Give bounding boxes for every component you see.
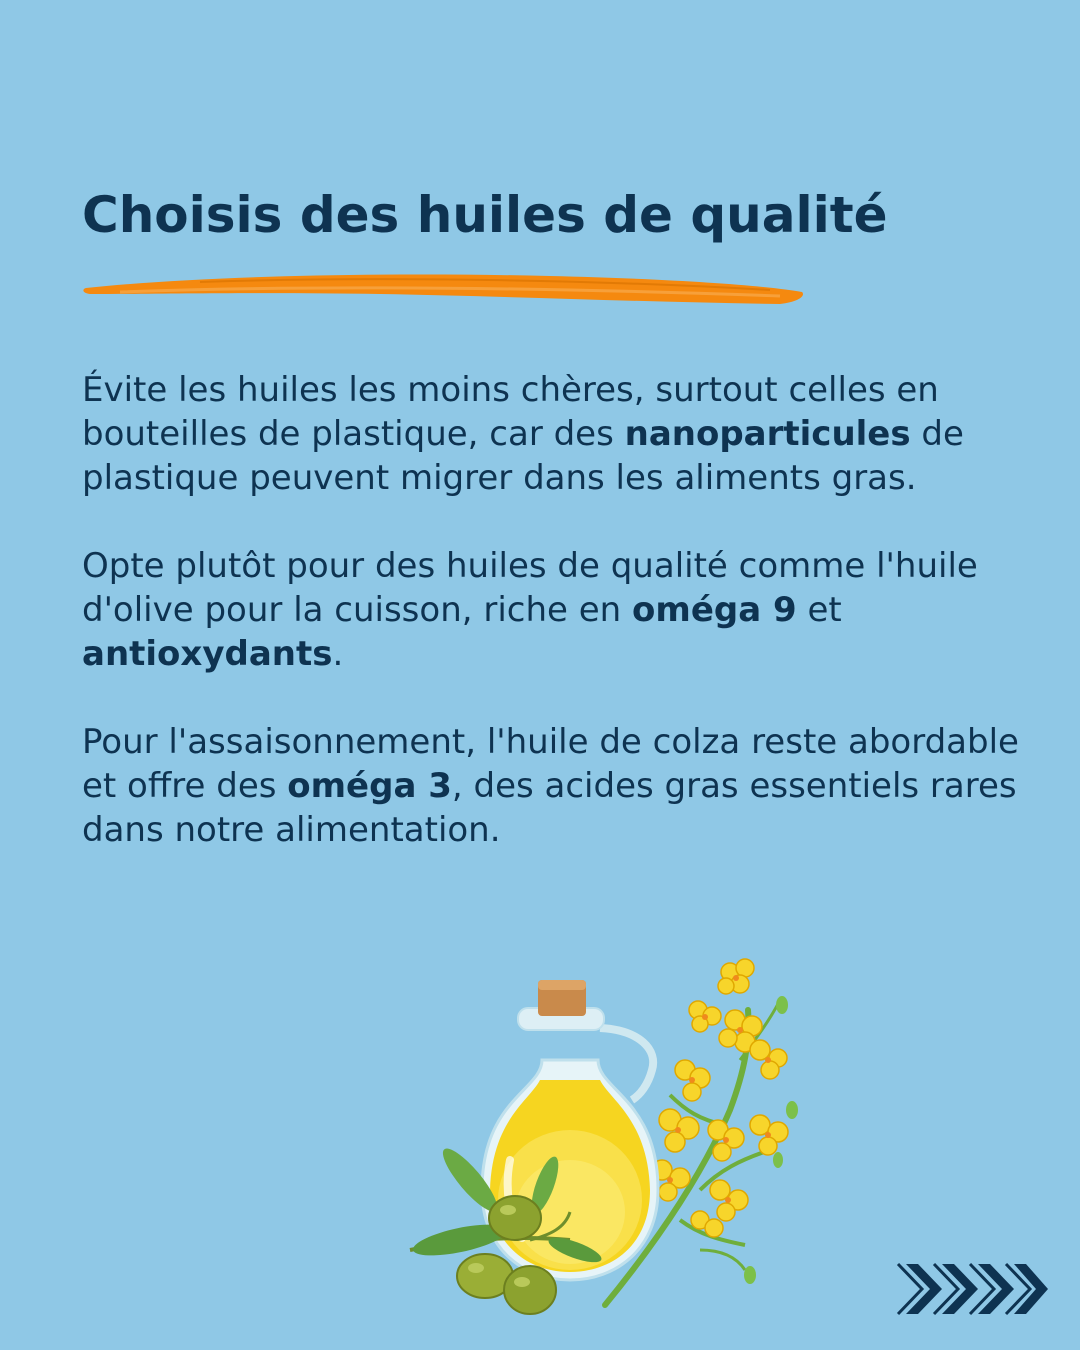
next-arrows-icon[interactable] <box>892 1258 1052 1320</box>
text-segment: . <box>332 634 344 674</box>
text-segment: Opte plutôt pour des huiles de qualité comme l'huile d'olive pour la cuisson, riche en <box>82 546 978 630</box>
page-title: Choisis des huiles de qualité <box>82 186 888 244</box>
text-segment: Pour l'assaisonnement, l'huile de colza reste abordable et offre des <box>82 722 1019 806</box>
highlight-antioxydants: antioxydants <box>82 634 333 674</box>
text-segment: et <box>796 590 842 630</box>
brush-underline <box>80 262 810 312</box>
highlight-omega-3: oméga 3 <box>287 766 452 806</box>
text-segment: Évite les huiles les moins chères, surtout celles en bouteilles de plastique, car des <box>82 370 939 454</box>
highlight-omega-9: oméga 9 <box>632 590 797 630</box>
text-segment: de plastique peuvent migrer dans les aliments gras. <box>82 414 964 498</box>
body-text <box>82 368 1042 896</box>
paragraph-2 <box>82 544 1042 676</box>
paragraph-3 <box>82 720 1042 852</box>
text-segment: , des acides gras essentiels rares dans notre alimentation. <box>82 766 1017 850</box>
highlight-nanoparticules: nanoparticules <box>624 414 911 454</box>
paragraph-1 <box>82 368 1042 500</box>
oil-bottle-olive-colza-illustration <box>400 950 820 1320</box>
